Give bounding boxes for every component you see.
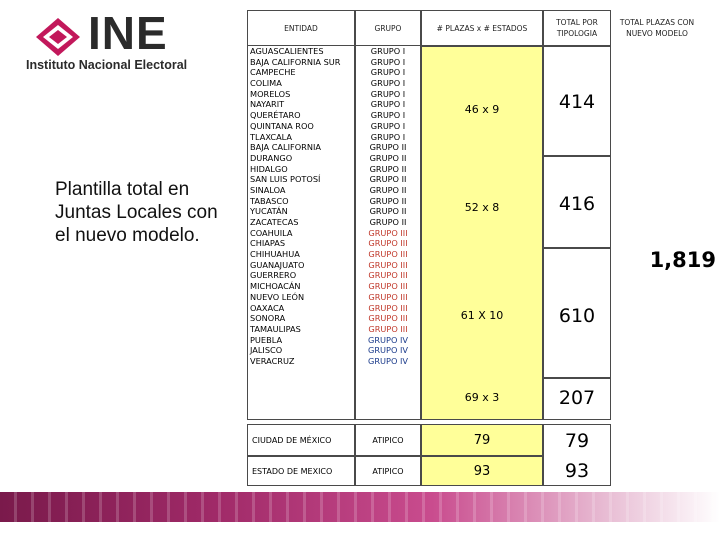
plazas-group-1: 46 x 9 [464,103,500,116]
entidad-row: CAMPECHE [250,67,296,78]
total-group-4: 207 [558,387,596,409]
logo-wordmark: INE [88,7,168,59]
ine-emblem-icon [32,16,84,58]
grand-total: 1,819 [649,248,716,272]
entidad-row: BAJA CALIFORNIA SUR [250,56,341,67]
grupo-row: GRUPO III [368,281,408,292]
total-group-2: 416 [558,193,596,215]
entidad-row: GUANAJUATO [250,259,305,270]
grupo-row: GRUPO I [370,131,406,142]
plantilla-table [247,10,611,486]
header-entidad: ENTIDAD [247,10,355,46]
header-grupo: GRUPO [355,10,421,46]
plazas-group-2: 52 x 8 [464,201,500,214]
grupo-row: GRUPO II [369,152,407,163]
entidad-column [247,10,355,420]
grupo-row: GRUPO II [369,142,407,153]
grupo-row: GRUPO II [369,217,407,227]
grupo-row: GRUPO I [370,46,406,56]
grupo-row: GRUPO II [369,163,407,174]
entidad-row: NAYARIT [250,99,285,110]
grupo-edomex: ATIPICO [355,456,421,486]
plazas-cdmx: 79 [421,424,543,456]
header-plazas: # PLAZAS x # ESTADOS [421,10,543,46]
entidad-row: JALISCO [250,345,283,356]
grupo-row: GRUPO III [368,270,408,281]
entidad-row: HIDALGO [250,163,288,174]
plazas-column [421,46,543,420]
entidad-row: QUINTANA ROO [250,120,314,131]
entidad-row: CHIAPAS [250,238,286,249]
grupo-row: GRUPO IV [367,345,409,356]
entidad-row: SAN LUIS POTOSÍ [250,174,321,185]
slide-title: Plantilla total en Juntas Locales con el nuevo modelo. [55,179,218,246]
grupo-row: GRUPO I [370,88,406,99]
total-cell-1 [543,46,611,156]
grupo-row: GRUPO II [369,206,407,217]
entidad-row: SINALOA [250,184,286,195]
grupo-row: GRUPO III [368,313,408,324]
footer-band [0,492,720,522]
grupo-row: GRUPO I [370,110,406,121]
entidad-row: GUERRERO [250,270,297,281]
entidad-row: ZACATECAS [250,217,299,227]
entidad-row: DURANGO [250,152,293,163]
entidad-row: CHIHUAHUA [250,249,300,260]
grupo-row: GRUPO IV [367,334,409,345]
logo-subtitle: Instituto Nacional Electoral [26,58,188,72]
entidad-cdmx: CIUDAD DE MÉXICO [247,424,355,456]
header-total-nuevo: TOTAL PLAZAS CON NUEVO MODELO [619,18,695,38]
entidad-row: TLAXCALA [250,131,293,142]
entidad-row: TAMAULIPAS [250,323,301,334]
grupo-row: GRUPO II [369,195,407,206]
entidad-row: YUCATÁN [250,206,288,217]
grupo-row: GRUPO II [369,174,407,185]
grupo-row: GRUPO III [368,227,408,238]
entidad-row: COAHUILA [250,227,293,238]
total-cell-2 [543,156,611,248]
grupo-row: GRUPO I [370,56,406,67]
entidad-row: AGUASCALIENTES [250,46,324,56]
entidad-row: TABASCO [250,195,289,206]
grupo-row: GRUPO I [370,67,406,78]
grupo-row: GRUPO III [368,238,408,249]
entidad-row: VERACRUZ [250,355,295,366]
grupo-row: GRUPO III [368,259,408,270]
entidad-edomex: ESTADO DE MEXICO [247,456,355,486]
grupo-row: GRUPO III [368,291,408,302]
entidad-row: QUERÉTARO [250,110,301,121]
total-cell-4 [543,378,611,420]
grupo-row: GRUPO I [370,120,406,131]
plazas-group-4: 69 x 3 [464,391,500,404]
total-cell-3 [543,248,611,378]
total-group-1: 414 [558,91,596,113]
grupo-cdmx: ATIPICO [355,424,421,456]
plazas-group-3: 61 X 10 [460,309,504,322]
ine-logo [22,7,222,74]
entidad-row: OAXACA [250,302,285,313]
grupo-column [355,10,421,420]
grupo-row: GRUPO III [368,323,408,334]
entidad-row: BAJA CALIFORNIA [250,142,321,153]
entidad-row: NUEVO LEÓN [250,291,305,302]
total-group-3: 610 [558,305,596,327]
entidad-row: COLIMA [250,78,282,89]
grupo-row: GRUPO II [369,184,407,195]
total-edomex: 93 [543,456,611,486]
header-total-tipologia: TOTAL POR TIPOLOGIA [543,10,611,46]
grupo-row: GRUPO III [368,302,408,313]
entidad-row: PUEBLA [250,334,283,345]
entidad-row: MICHOACÁN [250,281,301,292]
entidad-row: SONORA [250,313,286,324]
plazas-edomex: 93 [421,456,543,486]
entidad-row: MORELOS [250,88,291,99]
grupo-row: GRUPO III [368,249,408,260]
total-cdmx: 79 [543,424,611,456]
grupo-row: GRUPO I [370,99,406,110]
grupo-row: GRUPO IV [367,355,409,366]
grupo-row: GRUPO I [370,78,406,89]
